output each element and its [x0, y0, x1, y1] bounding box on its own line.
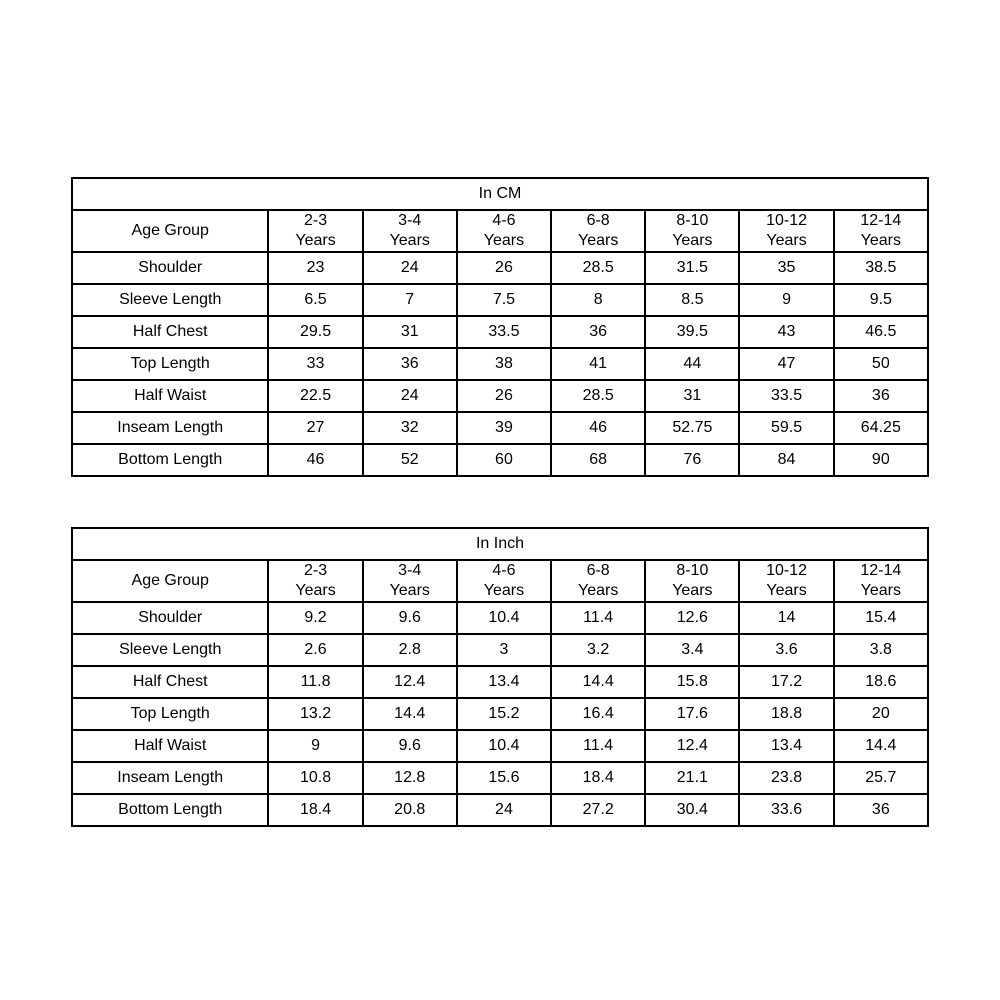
- cell-value: 9: [739, 284, 833, 316]
- cell-value: 17.6: [645, 698, 739, 730]
- cell-value: 25.7: [834, 762, 928, 794]
- header-size-3-4: [363, 560, 457, 602]
- header-size-unit: Years: [295, 582, 336, 599]
- table-header-row: [72, 560, 928, 602]
- cell-value: 47: [739, 348, 833, 380]
- cell-value: 18.4: [551, 762, 645, 794]
- header-age-group: Age Group: [72, 560, 268, 602]
- header-size-unit: Years: [295, 232, 336, 249]
- cell-value: 33: [268, 348, 362, 380]
- header-size-4-6: [457, 560, 551, 602]
- row-label: Sleeve Length: [72, 634, 268, 666]
- cell-value: 38: [457, 348, 551, 380]
- cell-value: 9.6: [363, 602, 457, 634]
- row-label: Half Chest: [72, 316, 268, 348]
- cell-value: 2.8: [363, 634, 457, 666]
- cell-value: 28.5: [551, 252, 645, 284]
- size-table-cm: [71, 177, 929, 477]
- table-row: [72, 698, 928, 730]
- header-size-range: 10-12: [766, 562, 808, 579]
- row-label: Half Chest: [72, 666, 268, 698]
- cell-value: 24: [457, 794, 551, 826]
- cell-value: 27: [268, 412, 362, 444]
- table-row: [72, 730, 928, 762]
- header-size-unit: Years: [860, 232, 901, 249]
- cell-value: 14.4: [834, 730, 928, 762]
- cell-value: 8: [551, 284, 645, 316]
- header-size-unit: Years: [577, 582, 619, 599]
- cell-value: 20: [834, 698, 928, 730]
- row-label: Shoulder: [72, 252, 268, 284]
- header-size-unit: Years: [389, 582, 430, 599]
- cell-value: 13.4: [739, 730, 833, 762]
- cell-value: 52: [363, 444, 457, 476]
- cell-value: 14.4: [363, 698, 457, 730]
- cell-value: 59.5: [739, 412, 833, 444]
- cell-value: 29.5: [268, 316, 362, 348]
- cell-value: 46.5: [834, 316, 928, 348]
- header-size-2-3: [268, 560, 362, 602]
- cell-value: 22.5: [268, 380, 362, 412]
- cell-value: 39: [457, 412, 551, 444]
- cell-value: 3.4: [645, 634, 739, 666]
- table-row: [72, 762, 928, 794]
- header-size-12-14: [834, 560, 928, 602]
- cell-value: 28.5: [551, 380, 645, 412]
- header-size-unit: Years: [483, 582, 525, 599]
- table-row: [72, 284, 928, 316]
- header-size-range: 3-4: [398, 562, 422, 579]
- cell-value: 11.8: [268, 666, 362, 698]
- header-size-unit: Years: [483, 232, 525, 249]
- table-row: [72, 794, 928, 826]
- cell-value: 9.6: [363, 730, 457, 762]
- row-label: Half Waist: [72, 380, 268, 412]
- header-size-range: 8-10: [676, 562, 709, 579]
- table-row: [72, 634, 928, 666]
- header-age-group: Age Group: [72, 210, 268, 252]
- table-row: [72, 602, 928, 634]
- header-size-unit: Years: [389, 232, 430, 249]
- cell-value: 24: [363, 252, 457, 284]
- header-size-unit: Years: [672, 582, 713, 599]
- cell-value: 36: [551, 316, 645, 348]
- table-caption-inch: In Inch: [72, 528, 928, 560]
- cell-value: 10.4: [457, 602, 551, 634]
- cell-value: 27.2: [551, 794, 645, 826]
- table-row: [72, 444, 928, 476]
- cell-value: 31: [363, 316, 457, 348]
- cell-value: 36: [834, 380, 928, 412]
- table-row: [72, 348, 928, 380]
- cell-value: 15.8: [645, 666, 739, 698]
- table-row: [72, 412, 928, 444]
- cell-value: 14: [739, 602, 833, 634]
- cell-value: 33.5: [739, 380, 833, 412]
- header-size-12-14: [834, 210, 928, 252]
- cell-value: 9: [268, 730, 362, 762]
- cell-value: 6.5: [268, 284, 362, 316]
- cell-value: 16.4: [551, 698, 645, 730]
- row-label: Bottom Length: [72, 444, 268, 476]
- header-size-2-3: [268, 210, 362, 252]
- cell-value: 14.4: [551, 666, 645, 698]
- header-size-10-12: [739, 560, 833, 602]
- cell-value: 64.25: [834, 412, 928, 444]
- header-size-6-8: [551, 210, 645, 252]
- cell-value: 32: [363, 412, 457, 444]
- header-size-range: 2-3: [303, 562, 328, 579]
- cell-value: 18.6: [834, 666, 928, 698]
- cell-value: 15.2: [457, 698, 551, 730]
- header-size-unit: Years: [766, 582, 807, 599]
- cell-value: 24: [363, 380, 457, 412]
- cell-value: 36: [834, 794, 928, 826]
- cell-value: 11.4: [551, 730, 645, 762]
- row-label: Top Length: [72, 698, 268, 730]
- row-label: Top Length: [72, 348, 268, 380]
- cell-value: 8.5: [645, 284, 739, 316]
- cell-value: 18.4: [268, 794, 362, 826]
- cell-value: 12.6: [645, 602, 739, 634]
- cell-value: 3.6: [739, 634, 833, 666]
- row-label: Half Waist: [72, 730, 268, 762]
- cell-value: 3: [457, 634, 551, 666]
- header-size-range: 12-14: [860, 562, 902, 579]
- header-size-range: 3-4: [398, 212, 422, 229]
- cell-value: 35: [739, 252, 833, 284]
- size-table-inch: [71, 527, 929, 827]
- header-size-unit: Years: [672, 232, 713, 249]
- header-size-3-4: [363, 210, 457, 252]
- row-label: Inseam Length: [72, 412, 268, 444]
- table-row: [72, 380, 928, 412]
- cell-value: 31: [645, 380, 739, 412]
- cell-value: 12.8: [363, 762, 457, 794]
- cell-value: 44: [645, 348, 739, 380]
- cell-value: 3.8: [834, 634, 928, 666]
- header-size-range: 4-6: [492, 212, 516, 229]
- cell-value: 84: [739, 444, 833, 476]
- table-caption-row: [72, 528, 928, 560]
- cell-value: 50: [834, 348, 928, 380]
- table-row: [72, 316, 928, 348]
- cell-value: 43: [739, 316, 833, 348]
- header-size-unit: Years: [577, 232, 619, 249]
- cell-value: 60: [457, 444, 551, 476]
- header-size-10-12: [739, 210, 833, 252]
- cell-value: 10.4: [457, 730, 551, 762]
- cell-value: 33.6: [739, 794, 833, 826]
- cell-value: 90: [834, 444, 928, 476]
- cell-value: 23.8: [739, 762, 833, 794]
- header-size-range: 10-12: [766, 212, 808, 229]
- row-label: Inseam Length: [72, 762, 268, 794]
- table-caption-cm: In CM: [72, 178, 928, 210]
- header-size-4-6: [457, 210, 551, 252]
- cell-value: 7: [363, 284, 457, 316]
- cell-value: 12.4: [363, 666, 457, 698]
- table-caption-row: [72, 178, 928, 210]
- header-size-range: 6-8: [586, 212, 610, 229]
- header-size-range: 6-8: [586, 562, 610, 579]
- cell-value: 38.5: [834, 252, 928, 284]
- cell-value: 9.5: [834, 284, 928, 316]
- cell-value: 46: [551, 412, 645, 444]
- cell-value: 33.5: [457, 316, 551, 348]
- cell-value: 3.2: [551, 634, 645, 666]
- cell-value: 21.1: [645, 762, 739, 794]
- header-size-8-10: [645, 210, 739, 252]
- cell-value: 39.5: [645, 316, 739, 348]
- cell-value: 26: [457, 252, 551, 284]
- cell-value: 23: [268, 252, 362, 284]
- cell-value: 9.2: [268, 602, 362, 634]
- header-size-unit: Years: [860, 582, 901, 599]
- cell-value: 20.8: [363, 794, 457, 826]
- header-size-range: 8-10: [676, 212, 709, 229]
- cell-value: 15.6: [457, 762, 551, 794]
- header-size-range: 12-14: [860, 212, 902, 229]
- cell-value: 18.8: [739, 698, 833, 730]
- cell-value: 26: [457, 380, 551, 412]
- table-row: [72, 666, 928, 698]
- cell-value: 15.4: [834, 602, 928, 634]
- header-size-8-10: [645, 560, 739, 602]
- cell-value: 46: [268, 444, 362, 476]
- cell-value: 68: [551, 444, 645, 476]
- cell-value: 36: [363, 348, 457, 380]
- row-label: Shoulder: [72, 602, 268, 634]
- cell-value: 12.4: [645, 730, 739, 762]
- header-size-6-8: [551, 560, 645, 602]
- cell-value: 13.2: [268, 698, 362, 730]
- row-label: Bottom Length: [72, 794, 268, 826]
- cell-value: 11.4: [551, 602, 645, 634]
- cell-value: 52.75: [645, 412, 739, 444]
- header-size-range: 2-3: [303, 212, 328, 229]
- cell-value: 17.2: [739, 666, 833, 698]
- header-size-range: 4-6: [492, 562, 516, 579]
- cell-value: 13.4: [457, 666, 551, 698]
- table-header-row: [72, 210, 928, 252]
- cell-value: 10.8: [268, 762, 362, 794]
- header-size-unit: Years: [766, 232, 807, 249]
- cell-value: 31.5: [645, 252, 739, 284]
- cell-value: 41: [551, 348, 645, 380]
- cell-value: 7.5: [457, 284, 551, 316]
- cell-value: 30.4: [645, 794, 739, 826]
- table-row: [72, 252, 928, 284]
- cell-value: 2.6: [268, 634, 362, 666]
- row-label: Sleeve Length: [72, 284, 268, 316]
- cell-value: 76: [645, 444, 739, 476]
